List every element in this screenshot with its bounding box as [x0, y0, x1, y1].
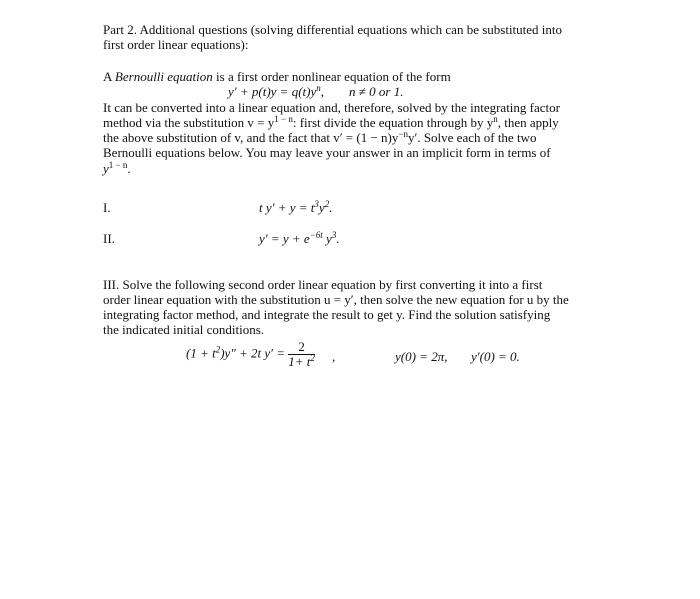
- p2-end: .: [336, 231, 340, 246]
- p1-exp1: 3: [314, 199, 319, 209]
- line2-pre: method via the substitution v = y: [103, 115, 275, 130]
- p1-eq: t y′ + y = t: [259, 200, 315, 215]
- line2-exp2: n: [493, 114, 498, 124]
- p2-eq: y′ = y + e: [259, 231, 310, 246]
- p3-lhs-post: )y″ + 2t y′ =: [220, 345, 286, 361]
- line5-exp: 1 − n: [108, 160, 128, 170]
- line2-post: , then apply: [497, 115, 559, 130]
- line3-exp: −n: [398, 129, 408, 139]
- line3-post: y′. Solve each of the two: [407, 130, 537, 145]
- part2-heading-line2: first order linear equations):: [103, 37, 249, 52]
- p1-mid: y: [318, 200, 325, 215]
- bernoulli-term: Bernoulli equation: [114, 69, 213, 84]
- part3-eq-comma: ,: [332, 349, 336, 364]
- intro-prefix: A: [103, 69, 115, 84]
- initial-condition-1: y(0) = 2π,: [395, 349, 448, 364]
- p3-lhs-pre: (1 + t: [186, 345, 216, 361]
- part3-line3: integrating factor method, and integrate the result to get y. Find the solution satisfying: [103, 307, 551, 322]
- p2-mid: y: [322, 231, 332, 246]
- form-lhs: y′ + p(t)y = q(t)y: [228, 84, 317, 99]
- bernoulli-para-line2: [103, 115, 559, 130]
- part2-heading-line1: Part 2. Additional questions (solving differential equations which can be substituted into: [103, 22, 563, 37]
- intro-suffix: is a first order nonlinear equation of the form: [212, 69, 451, 84]
- part3-line1: III. Solve the following second order linear equation by first converting it into a first: [103, 277, 543, 292]
- bernoulli-para-line4: Bernoulli equations below. You may leave your answer in an implicit form in terms of: [103, 145, 551, 160]
- p3-lhs-exp: 2: [215, 344, 221, 355]
- p1-end: .: [329, 200, 333, 215]
- line2-mid: : first divide the equation through by y: [292, 115, 494, 130]
- problem-i-equation: [259, 200, 332, 215]
- p2-exp1: −6t: [309, 230, 323, 240]
- line2-exp: 1 − n: [274, 114, 293, 124]
- p3-den-pre: 1+ t: [288, 354, 311, 369]
- problem-i-label: I.: [103, 200, 111, 215]
- p3-numerator: 2: [288, 340, 315, 355]
- initial-condition-2: y′(0) = 0.: [471, 349, 520, 364]
- bernoulli-para-line1: It can be converted into a linear equation and, therefore, solved by the integrating factor: [103, 100, 560, 115]
- problem-ii-label: II.: [103, 231, 115, 246]
- bernoulli-para-line3: [103, 130, 536, 145]
- bernoulli-intro: [103, 69, 451, 84]
- line5-post: .: [127, 161, 131, 176]
- p1-exp2: 2: [324, 199, 330, 209]
- problem-ii-equation: [259, 231, 340, 246]
- part3-line2: order linear equation with the substitution u = y′, then solve the new equation for u by the: [103, 292, 569, 307]
- bernoulli-form-equation: $y' + p(t)y = q(t)y^n$,: [228, 83, 324, 99]
- part3-line4: the indicated initial conditions.: [103, 322, 265, 337]
- line5-y: y: [103, 161, 109, 176]
- p3-fraction: [288, 340, 315, 369]
- bernoulli-form-condition: n ≠ 0 or 1.: [349, 84, 404, 99]
- form-exponent: n: [316, 83, 321, 93]
- bernoulli-para-line5: [103, 161, 131, 176]
- part3-equation: [186, 340, 315, 369]
- p3-den-exp: 2: [310, 353, 315, 363]
- p2-exp2: 3: [331, 230, 337, 240]
- line3-pre: the above substitution of v, and the fact that v′ = (1 − n)y: [103, 130, 399, 145]
- p3-denominator: [288, 355, 315, 369]
